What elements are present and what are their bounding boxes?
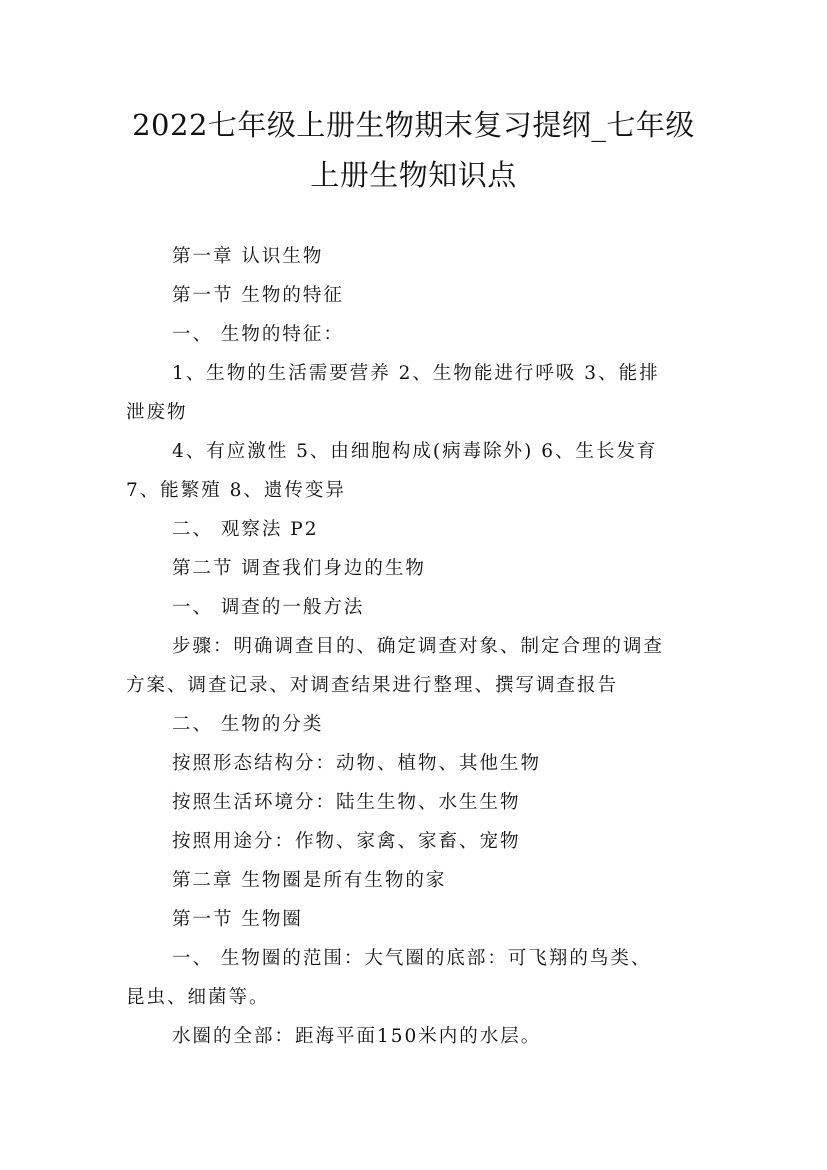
body-paragraph	[126, 1017, 704, 1056]
body-paragraph	[126, 627, 704, 705]
paragraph-line: 4、有应激性 5、由细胞构成(病毒除外) 6、生长发育	[172, 441, 658, 462]
body-paragraph	[126, 432, 704, 510]
paragraph-line: 一、 生物圈的范围：大气圈的底部：可飞翔的鸟类、	[172, 948, 652, 969]
chapter-heading	[126, 237, 704, 276]
section-heading	[126, 900, 704, 939]
paragraph-line: 步骤：明确调查目的、确定调查对象、制定合理的调查	[172, 636, 665, 657]
paragraph-line: 第二节 调查我们身边的生物	[172, 558, 426, 579]
body-paragraph	[126, 939, 704, 1017]
paragraph-line: 第二章 生物圈是所有生物的家	[172, 870, 447, 891]
paragraph-line: 第一节 生物圈	[172, 909, 303, 930]
paragraph-line: 第一章 认识生物	[172, 246, 324, 267]
subsection-heading	[126, 510, 704, 549]
subsection-heading	[126, 705, 704, 744]
document-title	[100, 100, 727, 200]
paragraph-line: 一、 调查的一般方法	[172, 597, 365, 618]
title-line-1: 2022七年级上册生物期末复习提纲_七年级	[132, 108, 695, 142]
body-paragraph	[126, 783, 704, 822]
body-paragraph	[126, 354, 704, 432]
paragraph-line: 昆虫、细菌等。	[126, 987, 270, 1008]
subsection-heading	[126, 315, 704, 354]
paragraph-line: 一、 生物的特征：	[172, 324, 344, 345]
chapter-heading	[126, 861, 704, 900]
paragraph-line: 1、生物的生活需要营养 2、生物能进行呼吸 3、能排	[172, 363, 660, 384]
paragraph-line: 按照形态结构分：动物、植物、其他生物	[172, 753, 542, 774]
paragraph-line: 二、 观察法 P2	[172, 519, 319, 540]
paragraph-line: 二、 生物的分类	[172, 714, 324, 735]
section-heading	[126, 276, 704, 315]
paragraph-line: 按照用途分：作物、家禽、家畜、宠物	[172, 831, 521, 852]
body-paragraph	[126, 744, 704, 783]
title-line-2: 上册生物知识点	[310, 158, 517, 192]
body-paragraph	[126, 822, 704, 861]
paragraph-line: 水圈的全部：距海平面150米内的水层。	[172, 1026, 542, 1047]
paragraph-line: 方案、调查记录、对调查结果进行整理、撰写调查报告	[126, 675, 619, 696]
document-body	[126, 237, 704, 1056]
paragraph-line: 按照生活环境分：陆生生物、水生生物	[172, 792, 521, 813]
subsection-heading	[126, 588, 704, 627]
section-heading	[126, 549, 704, 588]
paragraph-line: 7、能繁殖 8、遗传变异	[126, 480, 346, 501]
paragraph-line: 泄废物	[126, 402, 188, 423]
paragraph-line: 第一节 生物的特征	[172, 285, 344, 306]
